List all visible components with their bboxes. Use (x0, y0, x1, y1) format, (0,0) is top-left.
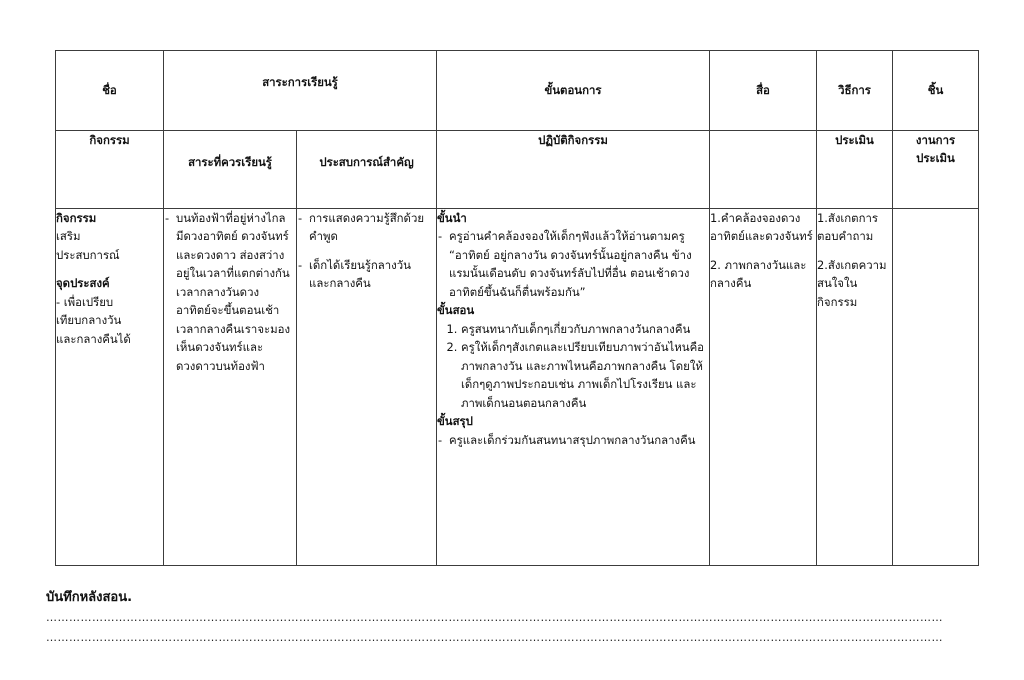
objective-line: - เพื่อเปรียบ (56, 294, 114, 309)
header-steps: ขั้นตอนการ (437, 51, 710, 131)
intro-title: ขั้นนำ (437, 211, 467, 225)
activity-title: กิจกรรม (56, 211, 97, 225)
notes-title: บันทึกหลังสอน. (46, 590, 133, 605)
content-should-item: - บนท้องฟ้าที่อยู่ห่างไกล มีดวงอาทิตย์ ดวงจันทร์ และดวงดาว ส่องสว่างอยู่ในเวลาที่แตกต่างกัน เวลากลางวันดวงอาทิตย์จะขึ้นตอนเช้า เวลากลางคืนเราจะมองเห็นดวงจันทร์และดวงดาวบนท้องฟ้า (176, 209, 292, 375)
objective-line: และกลางคืนได้ (56, 331, 131, 346)
header-piece-sub: งานการประเมิน (893, 131, 979, 209)
piece-cell (893, 209, 979, 566)
intro-item: - ครูอ่านคำคล้องจองให้เด็กๆฟังแล้วให้อ่านตามครู “อาทิตย์ อยู่กลางวัน ดวงจันทร์นั้นอยู่กลางคืน ข้างแรมนั้นเดือนดับ ดวงจันทร์ลับไปที่อื่น ตอนเช้าดวงอาทิตย์ขึ้นฉันก็ตื่นพร้อมกัน” (449, 227, 709, 301)
content-should-cell (164, 209, 297, 566)
objective-line: เทียบกลางวัน (56, 313, 122, 328)
method-item: 2.สังเกตความสนใจในกิจกรรม (817, 257, 887, 309)
teach-item: 1. ครูสนทนากับเด็กๆเกี่ยวกับภาพกลางวันกลางคืน (461, 320, 709, 338)
header-piece: ชิ้น (893, 51, 979, 131)
content-experience-cell (297, 209, 437, 566)
experience-item: - เด็กได้เรียนรู้กลางวันและกลางคืน (309, 256, 430, 293)
activity-cell (56, 209, 164, 566)
header-method-sub: ประเมิน (817, 131, 893, 209)
notes-line: ……………………………………………………………………………………………………………………………………………………………………………………………………………… (46, 632, 943, 643)
media-cell (710, 209, 817, 566)
header-media-sub (710, 131, 817, 209)
method-item: 1.สังเกตการตอบคำถาม (817, 211, 878, 244)
summary-item: - ครูและเด็กร่วมกันสนทนาสรุปภาพกลางวันกลางคืน (449, 431, 709, 449)
media-item: 1.คำคล้องจองดวงอาทิตย์และดวงจันทร์ (710, 211, 813, 244)
header-name-sub: กิจกรรม (56, 131, 164, 209)
activity-title-line: เสริม (56, 229, 81, 244)
header-media: สื่อ (710, 51, 817, 131)
activity-title-line: ประสบการณ์ (56, 247, 120, 262)
media-item: 2. ภาพกลางวันและกลางคืน (710, 257, 807, 291)
teach-item: 2. ครูให้เด็กๆสังเกตและเปรียบเทียบภาพว่าอันไหนคือภาพกลางวัน และภาพไหนคือภาพกลางคืน โดยให้เด็กๆดูภาพประกอบเช่น ภาพเด็กไปโรงเรียน และภาพเด็กนอนตอนกลางคืน (461, 338, 709, 412)
header-steps-sub: ปฏิบัติกิจกรรม (437, 131, 710, 209)
notes-line: ……………………………………………………………………………………………………………………………………………………………………………………………………………… (46, 612, 943, 623)
header-content-should: สาระที่ควรเรียนรู้ (164, 131, 297, 209)
lesson-plan-table (55, 50, 979, 566)
objective-title: จุดประสงค์ (56, 276, 110, 291)
experience-item: - การแสดงความรู้สึกด้วยคำพูด (309, 209, 430, 246)
header-name: ชื่อ (56, 51, 164, 131)
teach-title: ขั้นสอน (437, 303, 475, 318)
header-content: สาระการเรียนรู้ (164, 51, 437, 131)
header-method: วิธีการ (817, 51, 893, 131)
header-content-experience: ประสบการณ์สำคัญ (297, 131, 437, 209)
steps-cell (437, 209, 710, 566)
summary-title: ขั้นสรุป (437, 414, 473, 429)
method-cell (817, 209, 893, 566)
